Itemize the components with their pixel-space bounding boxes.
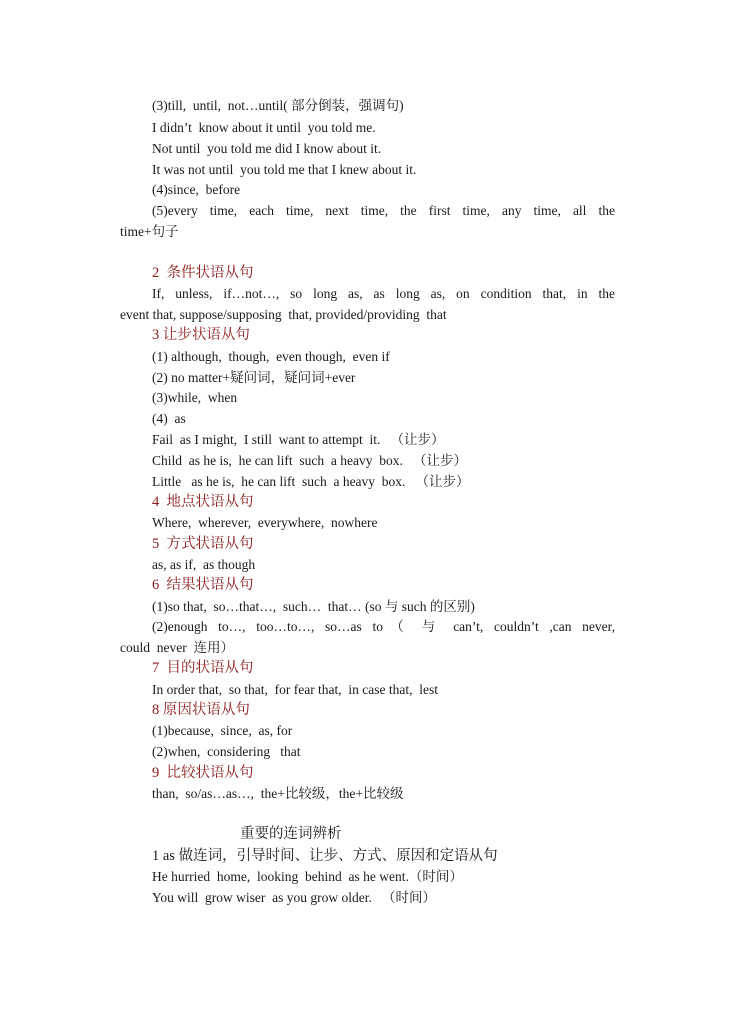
section-heading: 4 地点状语从句 <box>152 494 254 510</box>
text-line: (2) no matter+疑问词，疑问词+ever <box>152 370 356 385</box>
text-line: time+句子 <box>120 224 179 239</box>
text-line: Little as he is, he can lift such a heavy box. （让步） <box>152 474 470 489</box>
text-line: He hurried home, looking behind as he went.（时间） <box>152 869 463 884</box>
text-line: I didn’t know about it until you told me. <box>152 120 376 135</box>
text-line: In order that, so that, for fear that, in case that, lest <box>152 682 439 697</box>
text-line: Child as he is, he can lift such a heavy box. （让步） <box>152 453 467 468</box>
section-heading: 6 结果状语从句 <box>152 577 254 593</box>
text-line: (3)till, until, not…until( 部分倒装，强调句) <box>152 98 404 113</box>
text-line: Fail as I might, I still want to attempt it. （让步） <box>152 432 445 447</box>
section-heading: 7 目的状语从句 <box>152 660 254 676</box>
text-line: than, so/as…as…, the+比较级，the+比较级 <box>152 786 404 801</box>
text-line: It was not until you told me that I knew about it. <box>152 162 417 177</box>
text-line: (4) as <box>152 411 186 426</box>
text-line: If, unless, if…not…, so long as, as long as, on condition that, in the <box>152 286 615 301</box>
text-line: could never 连用） <box>120 640 234 655</box>
text-line: (1)because, since, as, for <box>152 723 293 738</box>
text-line: (2)enough to…, too…to…, so…as to（ 与 can’t, couldn’t ,can never, <box>152 619 615 634</box>
text-line: (5)every time, each time, next time, the first time, any time, all the <box>152 203 615 218</box>
text-line: (4)since, before <box>152 182 241 197</box>
text-line: 1 as 做连词，引导时间、让步、方式、原因和定语从句 <box>152 848 498 864</box>
section-heading: 3 让步状语从句 <box>152 327 250 343</box>
text-line: You will grow wiser as you grow older. （时间） <box>152 890 436 905</box>
section-heading: 2 条件状语从句 <box>152 265 254 281</box>
text-line: as, as if, as though <box>152 557 256 572</box>
text-line: Not until you told me did I know about it. <box>152 141 382 156</box>
text-line: (1) although, though, even though, even if <box>152 349 390 364</box>
text-line: (1)so that, so…that…, such… that… (so 与 such 的区别) <box>152 599 475 614</box>
section-heading: 9 比较状语从句 <box>152 765 254 781</box>
section-heading: 8 原因状语从句 <box>152 702 250 718</box>
text-line: event that, suppose/supposing that, provided/providing that <box>120 307 447 322</box>
text-line: (2)when, considering that <box>152 744 301 759</box>
section-heading: 5 方式状语从句 <box>152 536 254 552</box>
text-line: (3)while, when <box>152 390 238 405</box>
section-title: 重要的连词辨析 <box>240 826 342 842</box>
text-line: Where, wherever, everywhere, nowhere <box>152 515 378 530</box>
